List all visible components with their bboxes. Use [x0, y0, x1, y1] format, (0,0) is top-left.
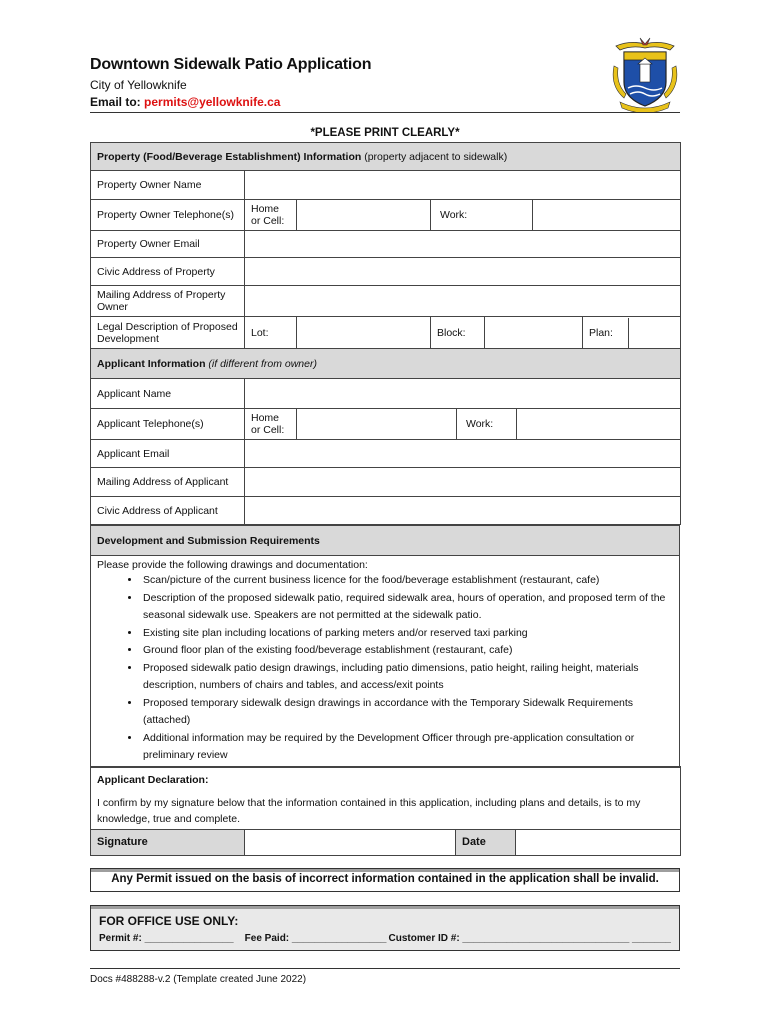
requirement-item: • Ground floor plan of the existing food/beverage establishment (restaurant, cafe) — [141, 642, 673, 660]
document-footer: Docs #488288-v.2 (Template created June 2022) — [90, 974, 307, 985]
applicant-mailing-address-label: Mailing Address of Applicant — [91, 468, 245, 497]
lot-label: Lot: — [245, 317, 297, 349]
declaration-table — [90, 766, 681, 856]
requirements-list — [141, 572, 673, 765]
requirement-item: • Additional information may be required by the Development Officer through pre-application consultation or preliminary review — [141, 730, 673, 765]
applicant-section-heading: Applicant Information (if different from owner) — [91, 349, 681, 379]
requirement-item: • Proposed temporary sidewalk design drawings in accordance with the Temporary Sidewalk Requirements (attached) — [141, 695, 673, 730]
owner-work-label: Work: — [431, 200, 533, 231]
office-use-fields — [99, 933, 671, 944]
invalid-permit-warning: Any Permit issued on the basis of incorrect information contained in the application shall be invalid. — [90, 868, 680, 892]
email-link[interactable]: permits@yellowknife.ca — [144, 95, 281, 109]
property-civic-address-field[interactable] — [245, 258, 681, 286]
email-label: Email to: — [90, 95, 145, 109]
block-label: Block: — [431, 317, 485, 349]
date-field[interactable] — [516, 829, 681, 855]
owner-home-cell-field[interactable] — [297, 200, 431, 231]
requirement-item: • Proposed sidewalk patio design drawings, including patio dimensions, patio height, railing height, materials description, numbers of chairs and tables, and access/exit points — [141, 660, 673, 695]
declaration-text: I confirm by my signature below that the information contained in this application, including plans and details, is to my knowledge, true and complete. — [91, 793, 681, 830]
applicant-name-field[interactable] — [245, 379, 681, 409]
applicant-email-label: Applicant Email — [91, 440, 245, 468]
owner-email-field[interactable] — [245, 231, 681, 258]
applicant-civic-address-label: Civic Address of Applicant — [91, 497, 245, 525]
city-crest-icon — [610, 36, 680, 112]
owner-name-label: Property Owner Name — [91, 171, 245, 200]
footer-divider — [90, 968, 680, 969]
applicant-home-cell-field[interactable] — [297, 409, 457, 440]
owner-mailing-address-label: Mailing Address of Property Owner — [91, 286, 245, 317]
declaration-heading: Applicant Declaration: — [91, 767, 681, 793]
lot-field[interactable] — [297, 317, 431, 349]
office-use-title: FOR OFFICE USE ONLY: — [99, 914, 239, 928]
date-label: Date — [456, 829, 516, 855]
block-field[interactable] — [485, 317, 583, 349]
fee-paid-field[interactable]: Fee Paid: _________________ — [244, 933, 387, 944]
signature-label: Signature — [91, 829, 245, 855]
requirements-body — [91, 556, 680, 768]
owner-work-field[interactable] — [533, 200, 681, 231]
requirements-intro: Please provide the following drawings and documentation: — [97, 559, 368, 571]
property-info-table — [90, 142, 681, 349]
owner-name-field[interactable] — [245, 171, 681, 200]
email-line — [90, 95, 680, 109]
form-title: Downtown Sidewalk Patio Application — [90, 56, 372, 73]
applicant-mailing-address-field[interactable] — [245, 468, 681, 497]
owner-email-label: Property Owner Email — [91, 231, 245, 258]
property-section-heading: Property (Food/Beverage Establishment) Information (property adjacent to sidewalk) — [91, 143, 681, 171]
header-divider — [90, 112, 680, 113]
customer-id-field[interactable]: Customer ID #: ______________________________ _______ — [388, 933, 671, 944]
applicant-phone-label: Applicant Telephone(s) — [91, 409, 245, 440]
plan-label: Plan: — [583, 318, 629, 348]
applicant-info-table — [90, 348, 681, 525]
applicant-civic-address-field[interactable] — [245, 497, 681, 525]
legal-description-label: Legal Description of Proposed Development — [91, 317, 245, 349]
permit-number-field[interactable]: Permit #: ________________ — [99, 933, 234, 944]
applicant-name-label: Applicant Name — [91, 379, 245, 409]
requirements-heading: Development and Submission Requirements — [91, 526, 680, 556]
office-use-box — [90, 905, 680, 951]
plan-field[interactable] — [629, 318, 680, 348]
owner-home-cell-label: Home or Cell: — [245, 200, 297, 231]
print-clearly-note: *PLEASE PRINT CLEARLY* — [310, 127, 460, 139]
property-civic-address-label: Civic Address of Property — [91, 258, 245, 286]
city-name: City of Yellowknife — [90, 78, 187, 92]
requirement-item: • Scan/picture of the current business licence for the food/beverage establishment (restaurant, cafe) — [141, 572, 673, 590]
plan-cell[interactable] — [583, 317, 681, 349]
form-header — [90, 56, 680, 109]
requirement-item: • Existing site plan including locations of parking meters and/or reserved taxi parking — [141, 625, 673, 643]
requirement-item: • Description of the proposed sidewalk patio, required sidewalk area, hours of operation, and proposed term of the seasonal sidewalk use. Speakers are not permitted at the sidewalk patio. — [141, 590, 673, 625]
applicant-email-field[interactable] — [245, 440, 681, 468]
owner-mailing-address-field[interactable] — [245, 286, 681, 317]
applicant-home-cell-label: Home or Cell: — [245, 409, 297, 440]
requirements-table — [90, 525, 680, 768]
owner-phone-label: Property Owner Telephone(s) — [91, 200, 245, 231]
applicant-work-label: Work: — [457, 409, 517, 440]
applicant-work-field[interactable] — [517, 409, 681, 440]
signature-field[interactable] — [245, 829, 456, 855]
